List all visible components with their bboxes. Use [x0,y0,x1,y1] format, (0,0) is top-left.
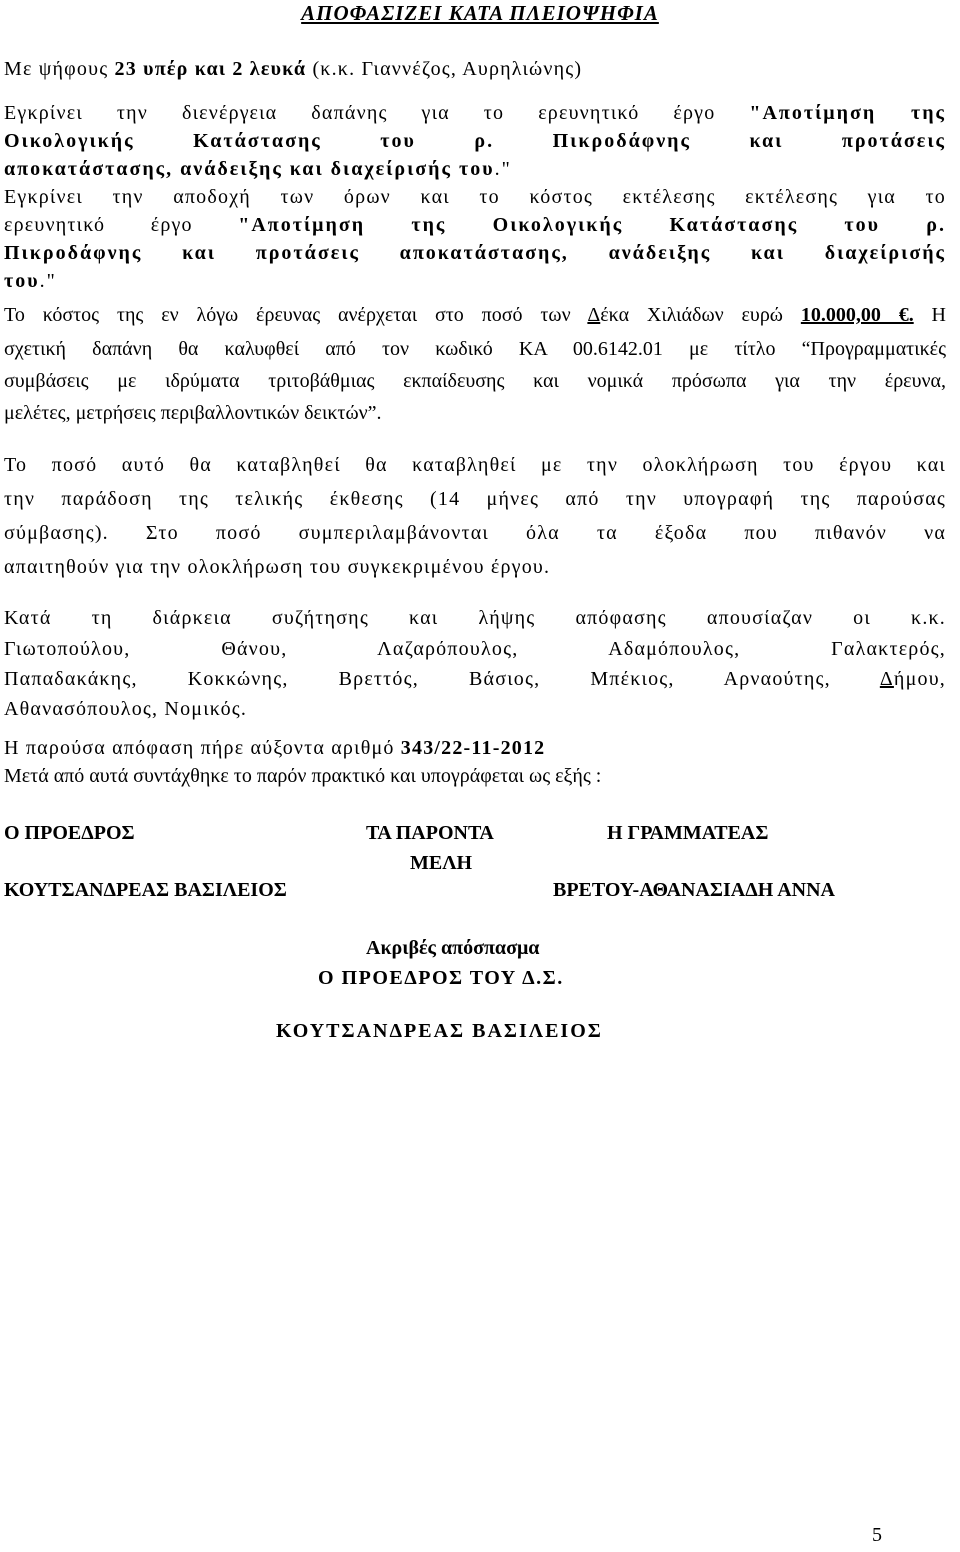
secretary-title: Η ΓΡΑΜΜΑΤΕΑΣ [607,822,769,844]
cost-text: έκα Χιλιάδων ευρώ [600,304,801,326]
cost-line4 [4,400,946,426]
cost-text: σχετική δαπάνη θα καλυφθεί από τον κωδικό ΚΑ 00.6142.01 με τίτλο “Προγραμματικές [4,338,946,360]
certified-label: Ακριβές απόσπασμα [366,937,540,959]
absent-names: Γιωτοπούλου, Θάνου, Λαζαρόπουλος, Αδαμόπουλος, Γαλακτερός, [4,638,946,660]
vote-suffix: (κ.κ. Γιαννέζος, Αυρηλιώνης) [306,58,583,80]
vote-line [4,56,946,82]
approve1-line3 [4,156,946,182]
approve2-text: Εγκρίνει την αποδοχή των όρων και το κόστος εκτέλεσης εκτέλεσης για το [4,186,946,208]
payment-text: Το ποσό αυτό θα καταβληθεί θα καταβληθεί με την ολοκλήρωση του έργου και [4,454,946,476]
absent-line2 [4,636,946,662]
cost-line1 [4,302,946,328]
cost-text: Η [913,304,947,326]
cost-text: Το κόστος της εν λόγω έρευνας ανέρχεται στο ποσό των [4,304,588,326]
project-title-part: του [4,270,40,292]
approve1-line2 [4,128,946,154]
page-number: 5 [872,1524,882,1546]
absent-line3 [4,666,946,692]
absent-text: Κατά τη διάρκεια συζήτησης και λήψης απόφασης απουσίαζαν οι κ.κ. [4,607,946,629]
cost-amount: 10.000,00 €. [800,304,914,326]
project-title-part: "Αποτίμηση της Οικολογικής Κατάστασης του ρ. [238,214,947,236]
payment-text: απαιτηθούν για την ολοκλήρωση του συγκεκριμένου έργου. [4,556,551,578]
approve2-text: ερευνητικό έργο [4,214,239,236]
payment-line4 [4,554,946,580]
absent-names: Παπαδακάκης, Κοκκώνης, Βρεττός, Βάσιος, Μπέκιος, Αρναούτης, [4,668,880,690]
project-title-part: αποκατάστασης, ανάδειξης και διαχείρισής του [4,158,495,180]
decision-line2 [4,763,946,789]
certified-title: Ο ΠΡΟΕΔΡΟΣ ΤΟΥ Δ.Σ. [318,967,564,989]
members-title: ΤΑ ΠΑΡΟΝΤΑ [366,822,494,844]
vote-prefix: Με ψήφους [4,58,115,80]
payment-text: την παράδοση της τελικής έκθεσης (14 μήνες από την υπογραφή της παρούσας [4,488,946,510]
absent-names-delta: Δ [879,668,894,690]
payment-line3 [4,520,946,546]
certified-name: ΚΟΥΤΣΑΝΔΡΕΑΣ ΒΑΣΙΛΕΙΟΣ [276,1020,603,1042]
approve1-line1 [4,100,946,126]
project-title-part: "Αποτίμηση της [749,102,946,124]
absent-line1 [4,605,946,631]
decision-number: 343/22-11-2012 [400,737,546,759]
project-title-part: Πικροδάφνης και προτάσεις αποκατάστασης, ανάδειξης και διαχείρισής [4,242,946,264]
cost-delta: Δ [587,304,601,326]
president-name: ΚΟΥΤΣΑΝΔΡΕΑΣ ΒΑΣΙΛΕΙΟΣ [4,879,287,901]
cost-line3 [4,368,946,394]
decision-heading: ΑΠΟΦΑΣΙΖΕΙ ΚΑΤΑ ΠΛΕΙΟΨΗΦΙΑ [301,1,659,25]
absent-names: ήμου, [893,668,946,690]
payment-text: σύμβασης). Στο ποσό συμπεριλαμβάνονται όλα τα έξοδα που πιθανόν να [4,522,946,544]
decision-text: Η παρούσα απόφαση πήρε αύξοντα αριθμό [4,737,401,759]
decision-text: Μετά από αυτά συντάχθηκε το παρόν πρακτικό και υπογράφεται ως εξής : [4,765,602,787]
approve2-line1 [4,184,946,210]
approve1-text: Εγκρίνει την διενέργεια δαπάνης για το ερευνητικό έργο [4,102,750,124]
approve2-line4 [4,268,946,294]
payment-line2 [4,486,946,512]
approve2-line2 [4,212,946,238]
quote-end: ." [494,158,512,180]
absent-line4 [4,696,946,722]
cost-text: μελέτες, μετρήσεις περιβαλλοντικών δεικτών”. [4,402,382,424]
approve2-line3 [4,240,946,266]
secretary-name: ΒΡΕΤΟΥ-ΑΘΑΝΑΣΙΑΔΗ ΑΝΝΑ [553,879,835,901]
decision-line1 [4,735,946,761]
absent-names: Αθανασόπουλος, Νομικός. [4,698,248,720]
members-title-line2: ΜΕΛΗ [410,852,473,874]
vote-count: 23 υπέρ και 2 λευκά [114,58,307,80]
cost-text: συμβάσεις με ιδρύματα τριτοβάθμιας εκπαίδευσης και νομικά πρόσωπα για την έρευνα, [4,370,946,392]
quote-end: ." [39,270,57,292]
cost-line2 [4,336,946,362]
payment-line1 [4,452,946,478]
project-title-part: Οικολογικής Κατάστασης του ρ. Πικροδάφνης και προτάσεις [4,130,946,152]
president-title: Ο ΠΡΟΕΔΡΟΣ [4,822,135,844]
